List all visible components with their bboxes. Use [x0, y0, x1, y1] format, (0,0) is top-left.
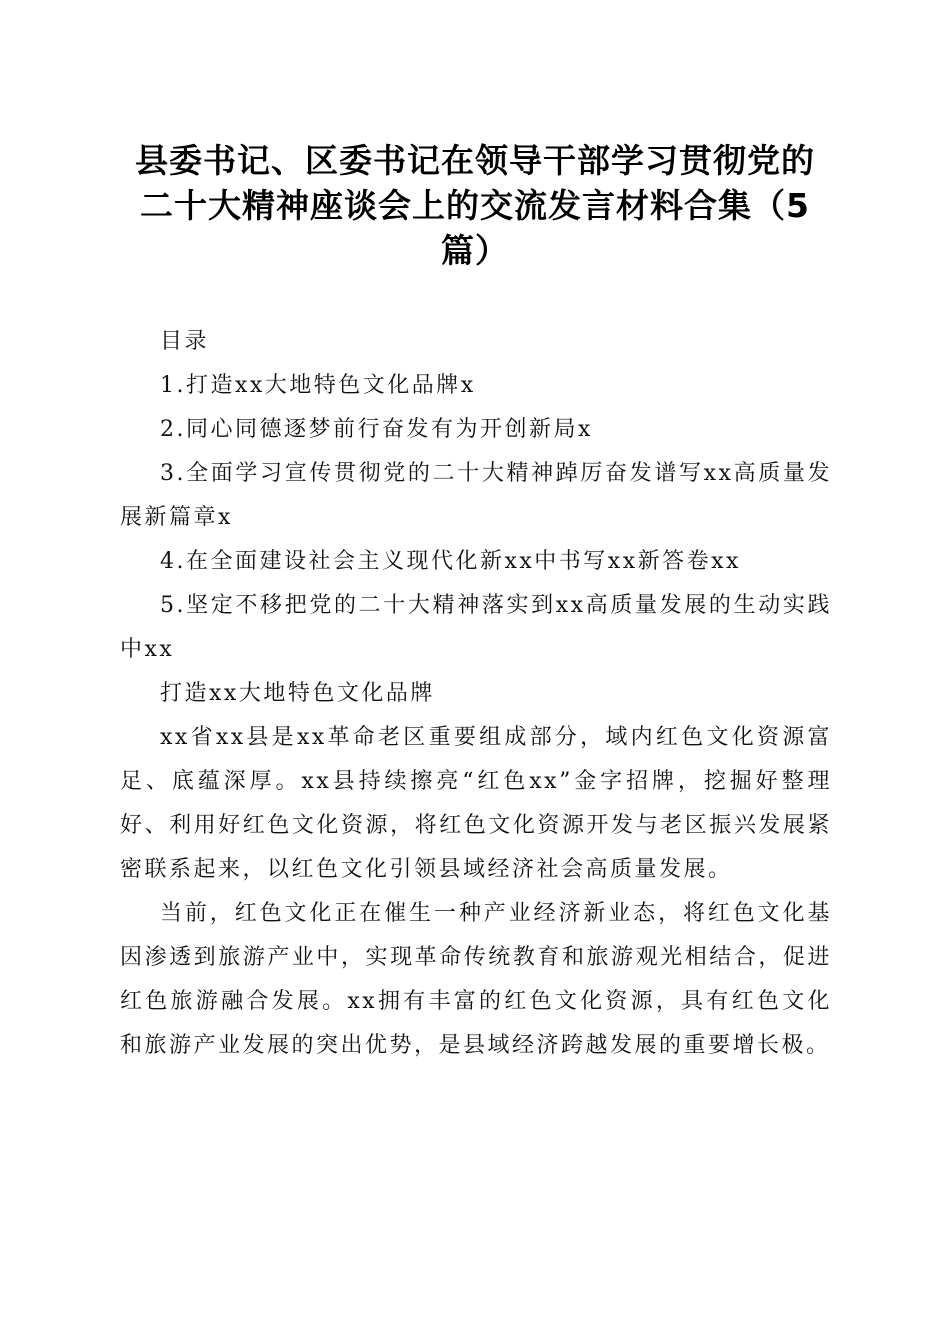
toc-item-1: 1.打造xx大地特色文化品牌x — [160, 373, 476, 398]
article-heading: 打造xx大地特色文化品牌 — [160, 681, 435, 706]
document-title — [110, 138, 840, 273]
document-body — [120, 320, 832, 1068]
toc-item-2: 2.同心同德逐梦前行奋发有为开创新局x — [160, 417, 593, 442]
title-line-3: 篇） — [441, 231, 509, 270]
toc-item-4: 4.在全面建设社会主义现代化新xx中书写xx新答卷xx — [160, 549, 741, 574]
title-line-2: 二十大精神座谈会上的交流发言材料合集（5 — [140, 186, 810, 225]
toc-item-5: 5.坚定不移把党的二十大精神落实到xx高质量发展的生动实践中xx — [120, 593, 832, 662]
toc-heading: 目录 — [160, 329, 210, 354]
toc-item-3: 3.全面学习宣传贯彻党的二十大精神踔厉奋发谱写xx高质量发展新篇章x — [120, 461, 832, 530]
article-paragraph-2: 当前，红色文化正在催生一种产业经济新业态，将红色文化基因渗透到旅游产业中，实现革命传统教育和旅游观光相结合，促进红色旅游融合发展。xx拥有丰富的红色文化资源，具有红色文化和旅游产业发展的突出优势，是县域经济跨越发展的重要增长极。 — [120, 901, 832, 1058]
article-paragraph-1: xx省xx县是xx革命老区重要组成部分，域内红色文化资源富足、底蕴深厚。xx县持续擦亮“红色xx”金字招牌，挖掘好整理好、利用好红色文化资源，将红色文化资源开发与老区振兴发展紧密联系起来，以红色文化引领县域经济社会高质量发展。 — [120, 725, 832, 882]
title-line-1: 县委书记、区委书记在领导干部学习贯彻党的 — [135, 141, 815, 180]
